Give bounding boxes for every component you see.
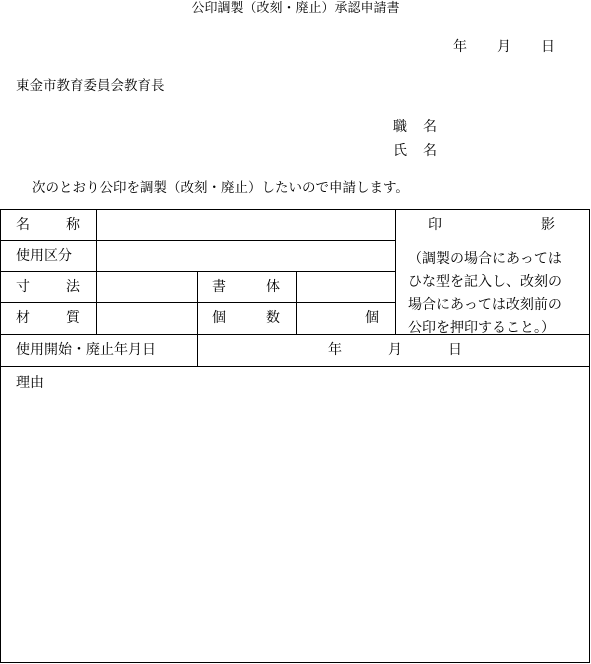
job-title-label-2: 名 [423, 119, 437, 135]
name-label-2: 名 [423, 143, 437, 159]
form-top-border [0, 209, 590, 210]
start-date-year: 年 [328, 342, 342, 358]
material-label-b: 質 [66, 310, 80, 326]
seal-instructions-line: 場合にあっては改刻前の [408, 297, 562, 313]
seal-instructions-line: （調製の場合にあっては [408, 251, 562, 267]
form-left-border [0, 209, 1, 662]
form-right-border [589, 209, 590, 662]
quantity-label-a: 個 [212, 310, 226, 326]
size-label-b: 法 [66, 279, 80, 295]
name-label-1: 氏 [393, 143, 407, 159]
name-label-b: 称 [66, 217, 80, 233]
row-divider [0, 366, 590, 367]
job-title-label-1: 職 [393, 119, 407, 135]
col-divider [197, 271, 198, 366]
seal-impression-label-b: 影 [541, 217, 555, 233]
size-label-a: 寸 [16, 279, 30, 295]
seal-instructions-line: ひな型を記入し、改刻の [408, 274, 562, 290]
addressee: 東金市教育委員会教育長 [16, 78, 165, 94]
material-label-a: 材 [16, 310, 30, 326]
form-bottom-border [0, 662, 590, 663]
typeface-label-a: 書 [212, 279, 226, 295]
start-date-month: 月 [388, 342, 402, 358]
quantity-label-b: 数 [266, 310, 280, 326]
request-statement: 次のとおり公印を調製（改刻・廃止）したいので申請します。 [32, 180, 409, 196]
seal-instructions-line: 公印を押印すること。） [408, 320, 555, 336]
start-date-day: 日 [448, 342, 462, 358]
date-day-label: 日 [541, 39, 555, 55]
col-divider [296, 271, 297, 334]
reason-label: 理由 [16, 375, 44, 391]
date-year-label: 年 [453, 39, 467, 55]
row-divider [0, 240, 395, 241]
start-date-label: 使用開始・廃止年月日 [16, 342, 156, 358]
date-month-label: 月 [497, 39, 511, 55]
col-divider [395, 209, 396, 334]
usage-category-label: 使用区分 [16, 248, 72, 264]
quantity-unit: 個 [365, 310, 379, 326]
typeface-label-b: 体 [266, 279, 280, 295]
name-label-a: 名 [16, 217, 30, 233]
col-divider [96, 209, 97, 334]
seal-instructions [408, 248, 562, 340]
document-title: 公印調製（改刻・廃止）承認申請書 [191, 1, 400, 16]
seal-impression-label-a: 印 [428, 217, 442, 233]
